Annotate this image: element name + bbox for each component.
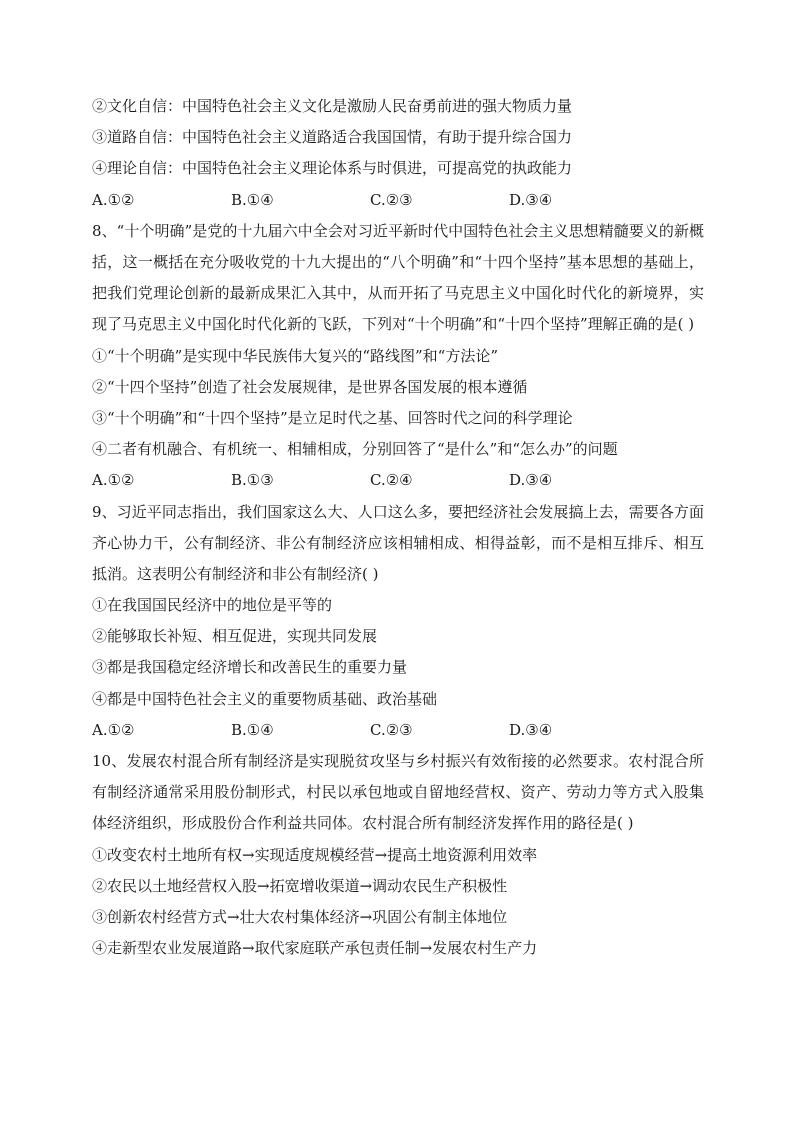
q10-stem: 10、发展农村混合所有制经济是实现脱贫攻坚与乡村振兴有效衔接的必然要求。农村混合所有制经济通常采用股份制形式，村民以承包地或自留地经营权、资产、劳动力等方式入股集体经济组织，形成股份合作利益共同体。农村混合所有制经济发挥作用的路径是( ) <box>92 752 704 833</box>
q10-item-4: ④走新型农业发展道路→取代家庭联产承包责任制→发展农村生产力 <box>92 939 538 958</box>
q9-stem: 9、习近平同志指出，我们国家这么大、人口这么多，要把经济社会发展搞上去，需要各方面齐心协力干，公有制经济、非公有制经济应该相辅相成、相得益彰，而不是相互排斥、相互抵消。这表明公有制经济和非公有制经济( ) <box>92 502 704 583</box>
q9-item-3: ③都是我国稳定经济增长和改善民生的重要力量 <box>92 658 408 677</box>
question-9 <box>92 497 704 747</box>
q7-option-d[interactable]: D.③④ <box>509 190 553 209</box>
q9-item-4: ④都是中国特色社会主义的重要物质基础、政治基础 <box>92 689 438 708</box>
q9-option-c[interactable]: C.②③ <box>370 720 413 739</box>
q9-option-d[interactable]: D.③④ <box>509 720 553 739</box>
q9-item-1: ①在我国国民经济中的地位是平等的 <box>92 596 333 615</box>
q7-option-c[interactable]: C.②③ <box>370 190 413 209</box>
question-10 <box>92 746 704 964</box>
q10-item-2: ②农民以土地经营权入股→拓宽增收渠道→调动农民生产积极性 <box>92 876 508 895</box>
q7-option-a[interactable]: A.①② <box>92 190 135 209</box>
q9-option-b[interactable]: B.①④ <box>231 720 274 739</box>
q7-option-b[interactable]: B.①④ <box>231 190 274 209</box>
q7-item-2: ②文化自信：中国特色社会主义文化是激励人民奋勇前进的强大物质力量 <box>92 97 573 115</box>
q9-options <box>92 715 704 746</box>
q9-item-2: ②能够取长补短、相互促进，实现共同发展 <box>92 627 378 646</box>
q7-item-3: ③道路自信：中国特色社会主义道路适合我国国情，有助于提升综合国力 <box>92 128 573 147</box>
q10-item-3: ③创新农村经营方式→壮大农村集体经济→巩固公有制主体地位 <box>92 908 508 927</box>
question-7-continued <box>92 91 704 216</box>
q8-item-2: ②“十四个坚持”创造了社会发展规律，是世界各国发展的根本遵循 <box>92 377 528 396</box>
q7-item-4: ④理论自信：中国特色社会主义理论体系与时俱进，可提高党的执政能力 <box>92 159 573 178</box>
q9-option-a[interactable]: A.①② <box>92 720 135 739</box>
q8-options <box>92 465 704 496</box>
q8-option-b[interactable]: B.①③ <box>231 471 274 490</box>
q8-item-4: ④二者有机融合、有机统一、相辅相成，分别回答了“是什么”和“怎么办”的问题 <box>92 440 618 459</box>
q8-item-1: ①“十个明确”是实现中华民族伟大复兴的“路线图”和“方法论” <box>92 346 499 365</box>
q10-item-1: ①改变农村土地所有权→实现适度规模经营→提高土地资源利用效率 <box>92 845 538 864</box>
question-8 <box>92 216 704 497</box>
q8-option-c[interactable]: C.②④ <box>370 471 413 490</box>
q7-options <box>92 185 704 216</box>
q8-stem: 8、“十个明确”是党的十九届六中全会对习近平新时代中国特色社会主义思想精髓要义的新概括，这一概括在充分吸收党的十九大提出的“八个明确”和“十四个坚持”基本思想的基础上，把我们党理论创新的最新成果汇入其中，从而开拓了马克思主义中国化时代化的新境界，实现了马克思主义中国化时代化新的飞跃，下列对“十个明确”和“十四个坚持”理解正确的是( ) <box>92 221 704 334</box>
q8-option-d[interactable]: D.③④ <box>509 471 553 490</box>
exam-page <box>92 91 704 964</box>
q8-item-3: ③“十个明确”和“十四个坚持”是立足时代之基、回答时代之问的科学理论 <box>92 408 573 427</box>
q8-option-a[interactable]: A.①② <box>92 471 135 490</box>
